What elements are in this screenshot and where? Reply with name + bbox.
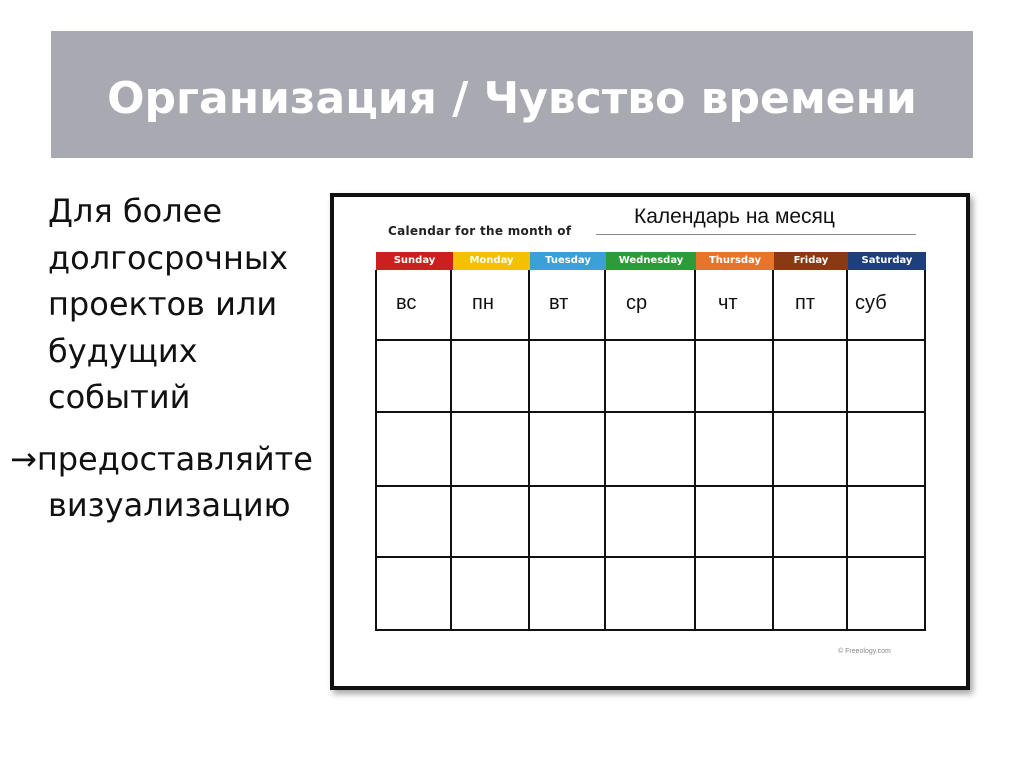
- header-tuesday: Tuesday: [530, 252, 606, 270]
- grid-line: [694, 270, 696, 631]
- arrow-line-continuation: визуализацию: [48, 486, 291, 524]
- header-thursday: Thursday: [696, 252, 774, 270]
- day-label-mon: пн: [472, 292, 494, 314]
- calendar-caption: Calendar for the month of: [388, 224, 572, 238]
- arrow-line: [10, 436, 330, 483]
- arrow-right-icon: →: [10, 440, 37, 478]
- grid-line: [924, 270, 926, 631]
- body-line-1: Для более: [48, 192, 223, 230]
- caption-underline: [596, 234, 916, 235]
- slide-title: Организация / Чувство времени: [107, 73, 917, 124]
- day-label-thu: чт: [718, 292, 738, 314]
- grid-line: [528, 270, 530, 631]
- body-line-4: будущих: [48, 331, 198, 370]
- grid-line: [375, 485, 926, 487]
- calendar-footer-credit: © Freeology.com: [838, 648, 891, 655]
- grid-line: [772, 270, 774, 631]
- grid-line: [846, 270, 848, 631]
- grid-line: [375, 629, 926, 631]
- day-label-sat: суб: [855, 292, 887, 314]
- body-line-3: проектов или: [48, 285, 278, 323]
- calendar-header-row: [376, 252, 926, 270]
- grid-line: [375, 411, 926, 413]
- grid-line: [375, 339, 926, 341]
- day-label-tue: вт: [549, 292, 569, 314]
- day-label-sun: вс: [396, 292, 417, 314]
- day-label-wed: ср: [626, 292, 648, 314]
- calendar-ru-title: Календарь на месяц: [634, 205, 835, 228]
- grid-line: [604, 270, 606, 631]
- header-friday: Friday: [774, 252, 848, 270]
- grid-line: [375, 556, 926, 558]
- body-line-5: событий: [48, 378, 191, 416]
- body-text: [48, 188, 328, 421]
- body-line-2: долгосрочных: [48, 238, 289, 277]
- grid-line: [375, 270, 377, 631]
- header-sunday: Sunday: [376, 252, 453, 270]
- calendar-grid: [375, 270, 926, 631]
- header-saturday: Saturday: [848, 252, 926, 270]
- arrow-line-text: предоставляйте: [36, 440, 313, 478]
- title-bar: [51, 31, 973, 158]
- header-wednesday: Wednesday: [606, 252, 696, 270]
- grid-line: [450, 270, 452, 631]
- header-monday: Monday: [453, 252, 530, 270]
- day-label-fri: пт: [795, 292, 815, 314]
